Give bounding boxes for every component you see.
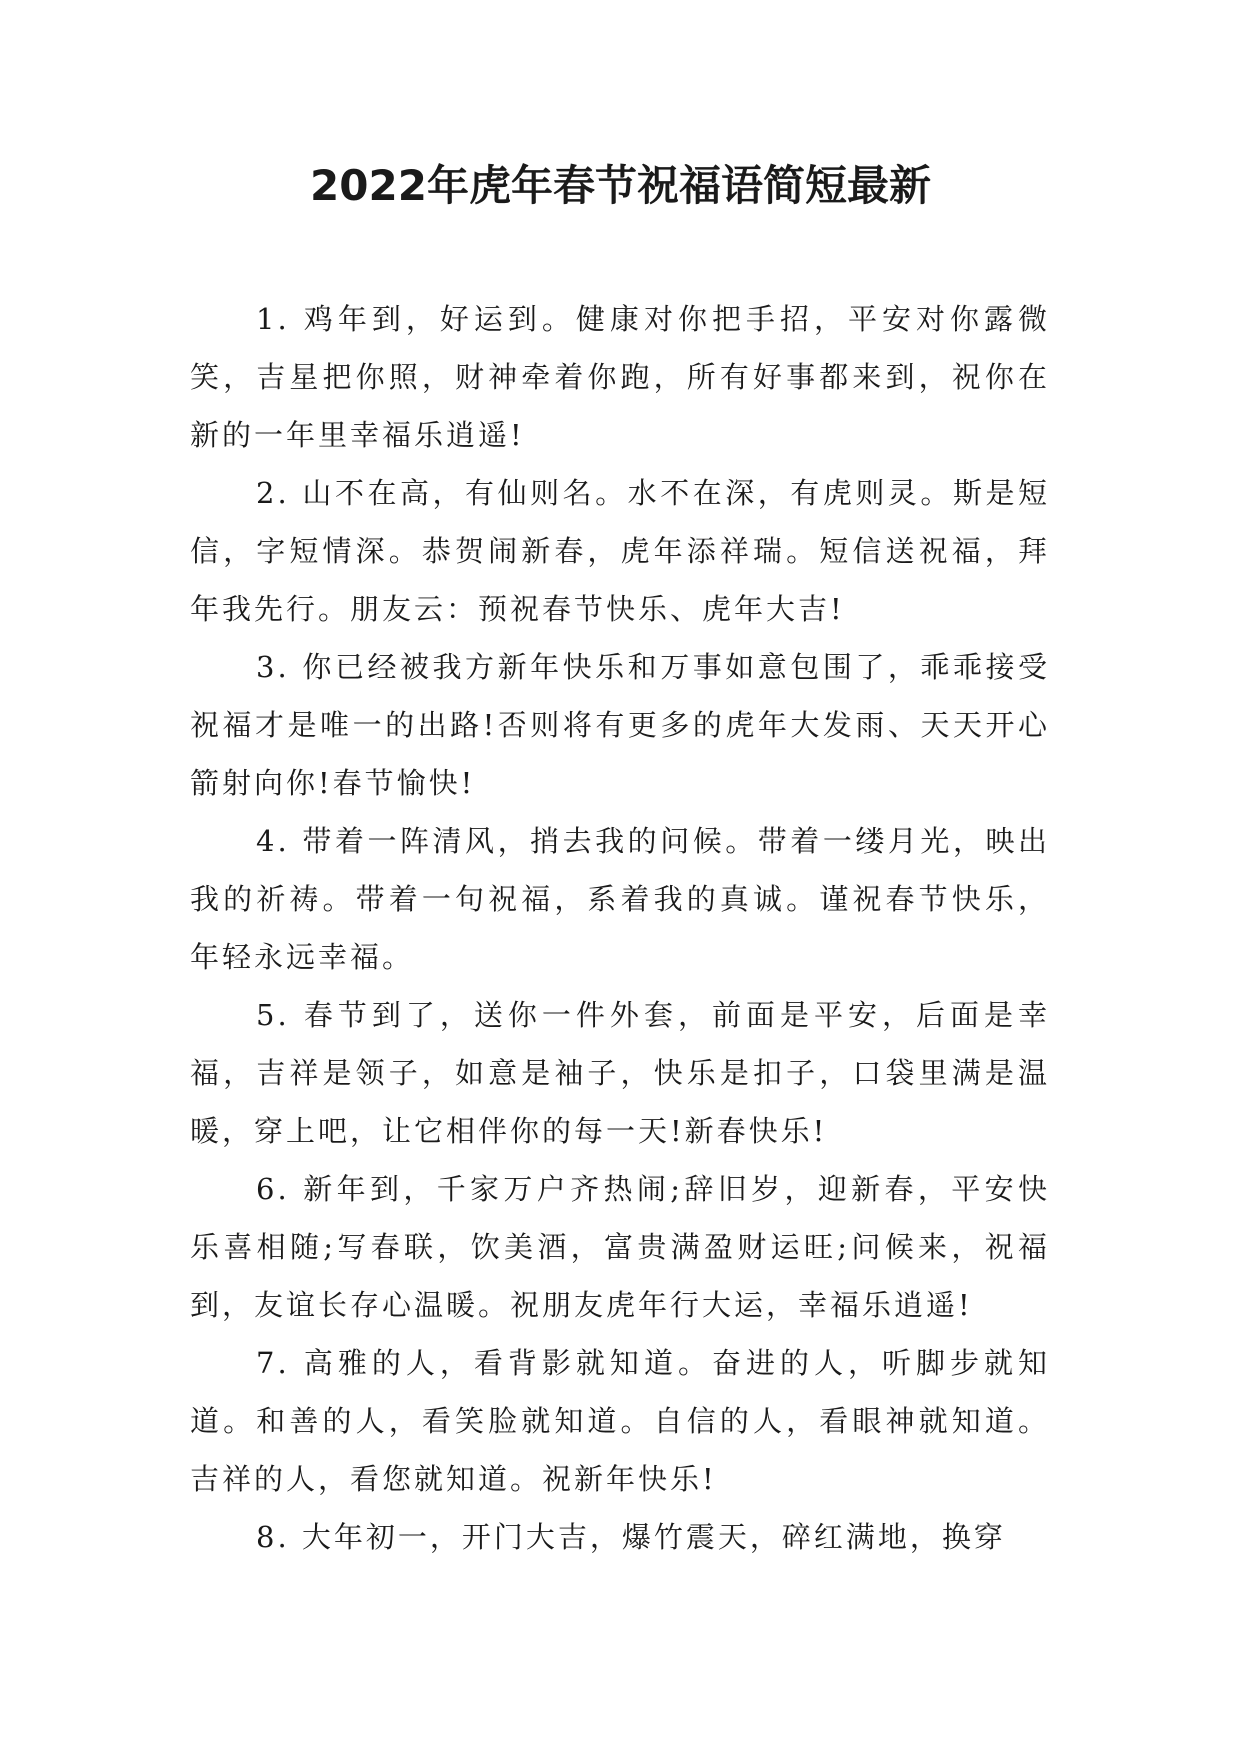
document-body bbox=[190, 290, 1050, 1566]
paragraph-6: 6. 新年到，千家万户齐热闹;辞旧岁，迎新春，平安快乐喜相随;写春联，饮美酒，富贵满盈财运旺;问候来，祝福到，友谊长存心温暖。祝朋友虎年行大运，幸福乐逍遥! bbox=[190, 1172, 1050, 1322]
document-title: 2022年虎年春节祝福语简短最新 bbox=[310, 161, 931, 210]
paragraph-8: 8. 大年初一，开门大吉，爆竹震天，碎红满地，换穿 bbox=[256, 1520, 1006, 1554]
paragraph-1: 1. 鸡年到，好运到。健康对你把手招，平安对你露微笑，吉星把你照，财神牵着你跑，所有好事都来到，祝你在新的一年里幸福乐逍遥! bbox=[190, 302, 1050, 452]
paragraph-7: 7. 高雅的人，看背影就知道。奋进的人，听脚步就知道。和善的人，看笑脸就知道。自信的人，看眼神就知道。吉祥的人，看您就知道。祝新年快乐! bbox=[190, 1346, 1050, 1496]
paragraph-2: 2. 山不在高，有仙则名。水不在深，有虎则灵。斯是短信，字短情深。恭贺闹新春，虎年添祥瑞。短信送祝福，拜年我先行。朋友云：预祝春节快乐、虎年大吉! bbox=[190, 476, 1050, 626]
paragraph-3: 3. 你已经被我方新年快乐和万事如意包围了，乖乖接受祝福才是唯一的出路!否则将有更多的虎年大发雨、天天开心箭射向你!春节愉快! bbox=[190, 650, 1050, 800]
paragraph-4: 4. 带着一阵清风，捎去我的问候。带着一缕月光，映出我的祈祷。带着一句祝福，系着我的真诚。谨祝春节快乐，年轻永远幸福。 bbox=[190, 824, 1050, 974]
paragraph-5: 5. 春节到了，送你一件外套，前面是平安，后面是幸福，吉祥是领子，如意是袖子，快乐是扣子，口袋里满是温暖，穿上吧，让它相伴你的每一天!新春快乐! bbox=[190, 998, 1050, 1148]
